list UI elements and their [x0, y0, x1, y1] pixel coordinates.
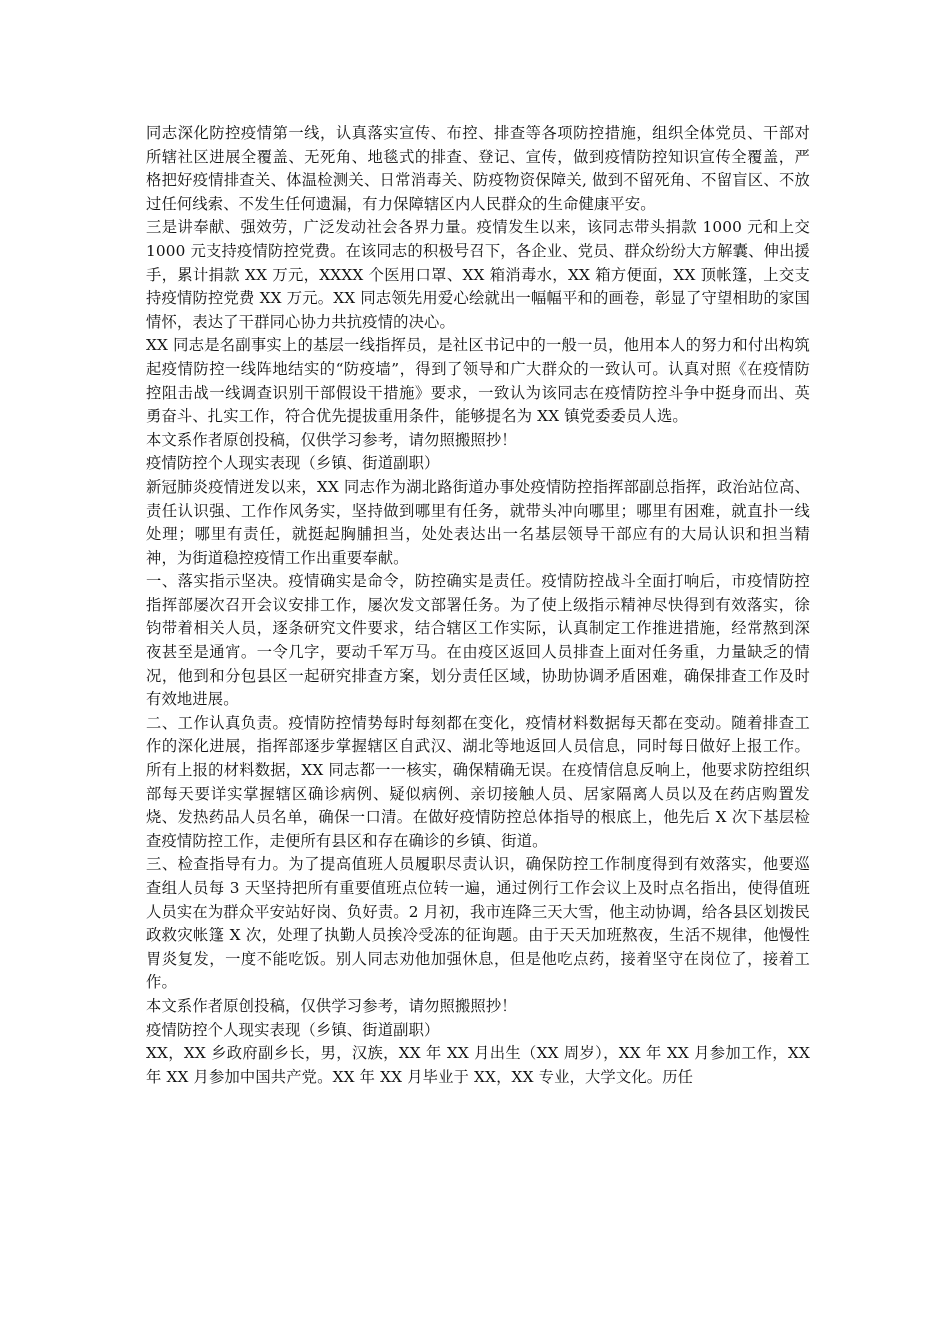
section-heading: 疫情防控个人现实表现（乡镇、街道副职） [146, 454, 440, 473]
paragraph-frontline-work: 同志深化防控疫情第一线，认真落实宣传、布控、排查等各项防控措施，组织全体党员、干部对所辖社区进展全覆盖、无死角、地毯式的排查、登记、宣传，做到疫情防控知识宣传全覆盖，严格把好疫情排查关、体温检测关、日常消毒关、防疫物资保障关, 做到不留死角、不留盲区、不放过任何线索、不发生任何遗漏，有力保障辖区内人民群众的生命健康平安。 [146, 124, 810, 213]
paragraph-disclaimer: 本文系作者原创投稿，仅供学习参考，请勿照搬照抄！ [146, 996, 517, 1015]
paragraph-point-three: 三、检查指导有力。为了提高值班人员履职尽责认识，确保防控工作制度得到有效落实，他要巡查组人员每 3 天坚持把所有重要值班点位转一遍，通过例行工作会议上及时点名指出，使得值班人员实在为群众平安站好岗、负好责。2 月初，我市连降三天大雪，他主动协调，给各县区划拨民政救灾帐篷 X 次，处理了执勤人员挨冷受冻的征询题。由于天天加班熬夜，生活不规律，他慢性胃炎复发，一度不能吃饭。别人同志劝他加强休息，但是他吃点药，接着坚守在岗位了，接着工作。 [146, 855, 810, 992]
paragraph-intro: 新冠肺炎疫情迸发以来，XX 同志作为湖北路街道办事处疫情防控指挥部副总指挥，政治站位高、责任认识强、工作作风务实，坚持做到哪里有任务，就带头冲向哪里；哪里有困难，就直扑一线处理；哪里有责任，就挺起胸脯担当，处处表达出一名基层领导干部应有的大局认识和担当精神，为街道稳控疫情工作出重要奉献。 [146, 477, 810, 567]
paragraph-disclaimer: 本文系作者原创投稿，仅供学习参考，请勿照搬照抄！ [146, 430, 517, 449]
paragraph-biography: XX，XX 乡政府副乡长，男，汉族，XX 年 XX 月出生（XX 周岁），XX 年 XX 月参加工作，XX 年 XX 月参加中国共产党。XX 年 XX 月毕业于 XX，XX 专业，大学文化。历任 [146, 1044, 810, 1086]
paragraph-dedication-donation: 三是讲奉献、强效劳，广泛发动社会各界力量。疫情发生以来，该同志带头捐款 1000 元和上交 1000 元支持疫情防控党费。在该同志的积极号召下，各企业、党员、群众纷纷大方解囊、伸出援手，累计捐款 XX 万元，XXXX 个医用口罩、XX 箱消毒水，XX 箱方便面，XX 顶帐篷，上交支持疫情防控党费 XX 万元。XX 同志领先用爱心绘就出一幅幅平和的画卷，彰显了守望相助的家国情怀，表达了干群同心协力共抗疫情的决心。 [146, 218, 810, 331]
paragraph-point-one: 一、落实指示坚决。疫情确实是命令，防控确实是责任。疫情防控战斗全面打响后，市疫情防控指挥部屡次召开会议安排工作，屡次发文部署任务。为了使上级指示精神尽快得到有效落实，徐钧带着相关人员，逐条研究文件要求，结合辖区工作实际，认真制定工作推进措施，经常熬到深夜甚至是通宵。一令几字，要动千军万马。在由疫区返回人员排查上面对任务重，力量缺乏的情况，他到和分包县区一起研究排查方案，划分责任区域，协助协调矛盾困难，确保排查工作及时有效地进展。 [146, 572, 810, 709]
section-heading: 疫情防控个人现实表现（乡镇、街道副职） [146, 1020, 440, 1039]
paragraph-point-two: 二、工作认真负责。疫情防控情势每时每刻都在变化，疫情材料数据每天都在变动。随着排查工作的深化进展，指挥部逐步掌握辖区自武汉、湖北等地返回人员信息，同时每日做好上报工作。所有上报的材料数据，XX 同志都一一核实，确保精确无误。在疫情信息反响上，他要求防控组织部每天要详实掌握辖区确诊病例、疑似病例、亲切接触人员、居家隔离人员以及在药店购置发烧、发热药品人员名单，确保一口清。在做好疫情防控总体指导的根底上，他先后 X 次下基层检查疫情防控工作，走便所有县区和存在确诊的乡镇、街道。 [146, 713, 810, 850]
document-page [146, 122, 810, 1089]
paragraph-recommendation: XX 同志是名副事实上的基层一线指挥员，是社区书记中的一般一员，他用本人的努力和付出构筑起疫情防控一线阵地结实的“防疫墙”，得到了领导和广大群众的一致认可。认真对照《在疫情防控阻击战一线调查识别干部假设干措施》要求，一致认为该同志在疫情防控斗争中挺身而出、英勇奋斗、扎实工作，符合优先提拔重用条件，能够提名为 XX 镇党委委员人选。 [146, 336, 810, 426]
